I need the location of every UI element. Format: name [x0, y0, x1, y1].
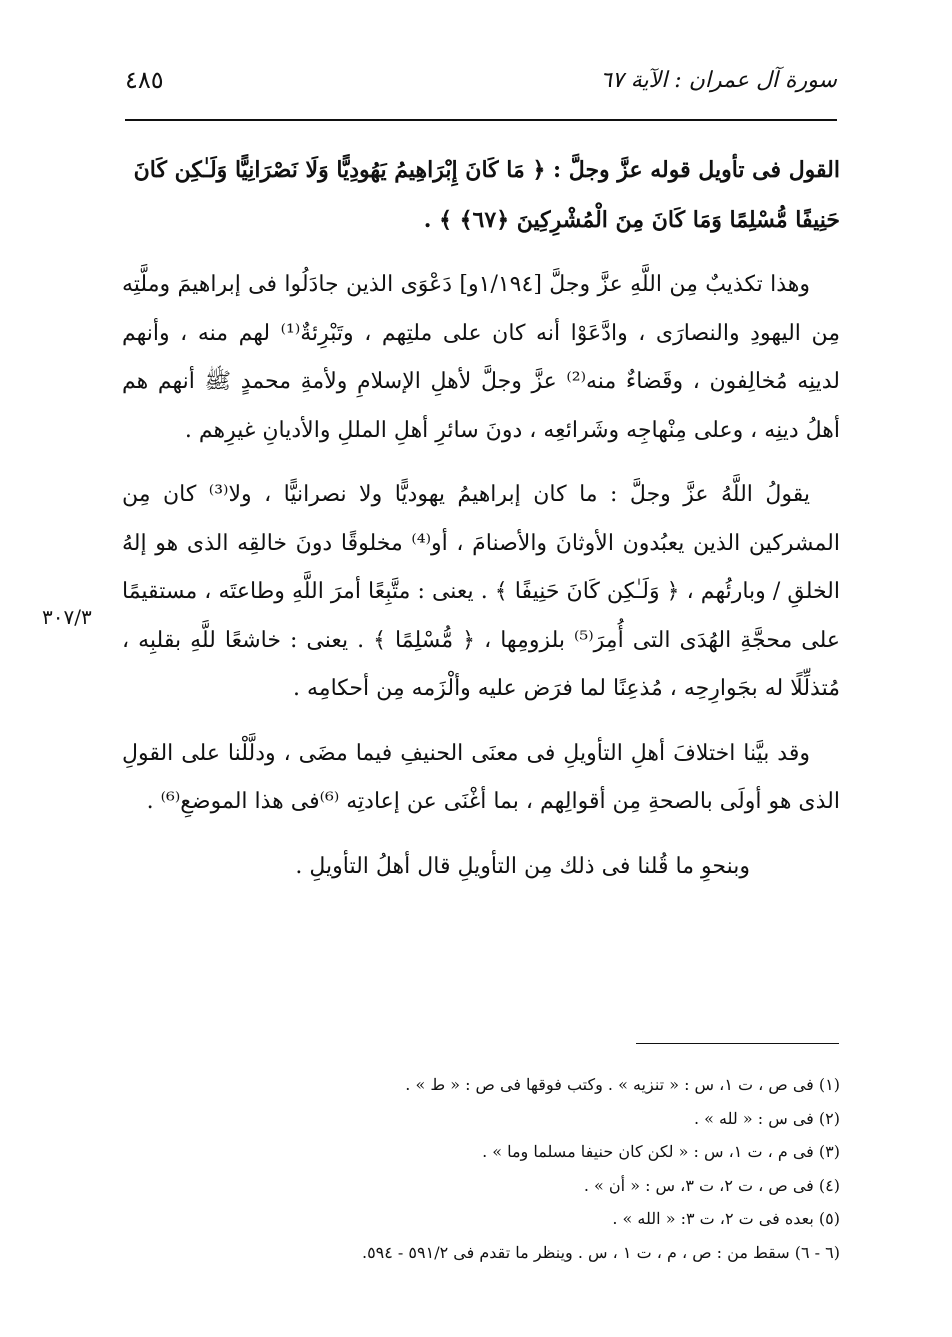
- paragraph-3: [122, 730, 840, 827]
- paragraph-1-text: وهذا تكذيبٌ مِن اللَّهِ عزَّ وجلَّ [١/١٩٤و] دَعْوَى الذين جادَلُوا فى إبراهيمَ وملَّتِه مِن اليهودِ والنصارَى ، وادَّعَوْا أنه كان على ملتِهم ، وتَبْرِئةٌ⁽¹⁾ لهم منه ، وأنهم لدينِه مُخالِفون ، وقَضاءٌ منه⁽²⁾ عزَّ وجلَّ لأهلِ الإسلامِ ولأمةِ محمدٍ ﷺ أنهم هم أهلُ دينِه ، وعلى مِنْهاجِه وشَرائعِه ، دونَ سائرِ أهلِ المللِ والأديانِ غيرِهم .: [122, 272, 840, 443]
- paragraph-2-text: يقولُ اللَّهُ عزَّ وجلَّ : ما كان إبراهيمُ يهوديًّا ولا نصرانيًّا ، ولا⁽³⁾ كان مِن المشركين الذين يعبُدون الأوثانَ والأصنامَ ، أو⁽⁴⁾ مخلوقًا دونَ خالقِه الذى هو إلهُ الخلقِ / وبارئُهم ، ﴿ وَلَـٰكِن كَانَ حَنِيفًا ﴾ . يعنى : متَّبِعًا أمرَ اللَّهِ وطاعتَه ، مستقيمًا على محجَّةِ الهُدَى التى أُمِرَ⁽⁵⁾ بلزومِها ، ﴿ مُّسْلِمًا ﴾ . يعنى : خاشعًا للَّهِ بقلبِه ، مُتذلِّلًا له بجَوارِحِه ، مُذعِنًا لما فرَض عليه وألْزَمه مِن أحكامِه .: [122, 482, 840, 701]
- paragraph-4: [122, 843, 840, 892]
- header-divider: [125, 119, 837, 121]
- section-heading: القول فى تأويل قوله عزَّ وجلَّ :: [553, 157, 840, 183]
- quran-verse: ﴿ مَا كَانَ إِبْرَاهِيمُ يَهُودِيًّا وَلَا نَصْرَانِيًّا وَلَـٰكِن كَانَ حَنِيفًا مُّسْلِمًا وَمَا كَانَ مِنَ الْمُشْرِكِينَ ﴿٦٧﴾ ﴾ .: [133, 157, 840, 233]
- footnotes: [200, 1068, 840, 1269]
- footnote-5: (٥) بعده فى ت ٢، ت ٣: « الله » .: [612, 1209, 840, 1228]
- footnote-6: (٦ - ٦) سقط من : ص ، م ، ت ١ ، س . وينظر ما تقدم فى ٥٩١/٢ - ٥٩٤.: [361, 1242, 840, 1262]
- margin-reference: ٣٠٧/٣: [42, 605, 92, 629]
- paragraph-4-text: وبنحوِ ما قُلنا فى ذلك مِن التأويلِ قال أهلُ التأويلِ .: [295, 853, 750, 879]
- page-number: ٤٨٥: [125, 66, 164, 94]
- footnote-1: (١) فى ص ، ت ١، س : « تنزيه » . وكتب فوقها فى ص : « ط » .: [405, 1075, 840, 1094]
- footnote-divider: [636, 1043, 839, 1044]
- page-header: [125, 60, 837, 120]
- paragraph-3-text: وقد بيَّنا اختلافَ أهلِ التأويلِ فى معنَى الحنيفِ فيما مضَى ، ودلَّلْنا على القولِ الذى هو أولَى بالصحةِ مِن أقوالِهم ، بما أغْنَى عن إعادتِه ⁽⁶⁾فى هذا الموضعِ⁽⁶⁾ .: [122, 740, 840, 814]
- paragraph-2: [122, 471, 840, 714]
- running-title: سورة آل عمران : الآية ٦٧: [600, 68, 837, 93]
- footnote-3: (٣) فى م ، ت ١، س : « لكن كان حنيفا مسلما وما » .: [482, 1142, 840, 1161]
- footnote-2: (٢) فى س : « لله » .: [693, 1108, 840, 1128]
- paragraph-heading-verse: [122, 146, 840, 245]
- footnote-4: (٤) فى ص ، ت ٢، ت ٣، س : « أن » .: [583, 1175, 840, 1195]
- paragraph-1: [122, 261, 840, 455]
- main-text: [122, 146, 840, 907]
